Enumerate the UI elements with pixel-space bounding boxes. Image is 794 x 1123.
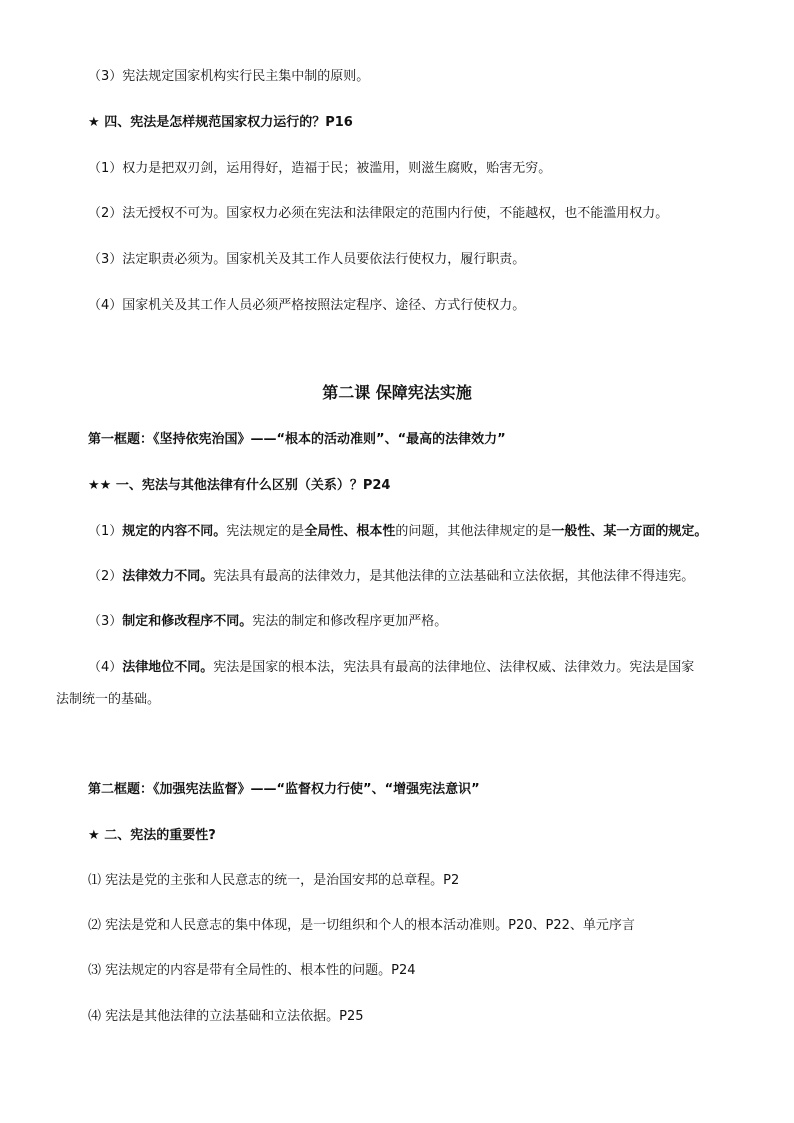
item-text: 的问题，其他法律规定的是 xyxy=(395,524,552,539)
q4-item-1: （1）权力是把双刃剑，运用得好，造福于民；被滥用，则滋生腐败，贻害无穷。 xyxy=(88,161,552,176)
lesson-title: 第二课 保障宪法实施 xyxy=(322,383,472,402)
star-icon: ★ xyxy=(88,115,100,130)
q1-heading xyxy=(88,477,390,495)
q1-heading-text: 一、宪法与其他法律有什么区别（关系）？P24 xyxy=(115,478,391,493)
q2-item-2: ⑵ 宪法是党和人民意志的集中体现，是一切组织和个人的根本活动准则。P20、P22、单元序言 xyxy=(88,918,635,933)
item-text: 宪法具有最高的法律效力，是其他法律的立法基础和立法依据，其他法律不得违宪。 xyxy=(213,569,695,584)
item-emphasis: 一般性、某一方面的规定。 xyxy=(551,524,708,539)
double-star-icon: ★★ xyxy=(88,478,112,493)
q2-heading-text: 二、宪法的重要性? xyxy=(104,828,216,843)
q1-item-4 xyxy=(88,659,694,677)
q1-item-2 xyxy=(88,568,694,586)
item-keypoint: 制定和修改程序不同。 xyxy=(122,614,253,629)
q1-item-4-continued: 法制统一的基础。 xyxy=(56,692,161,707)
q2-item-1: ⑴ 宪法是党的主张和人民意志的统一，是治国安邦的总章程。P2 xyxy=(88,873,460,888)
q4-heading-text: 四、宪法是怎样规范国家权力运行的？P16 xyxy=(104,115,353,130)
item-text: 宪法规定的是 xyxy=(226,524,305,539)
item-keypoint: 法律地位不同。 xyxy=(122,660,214,675)
item-emphasis: 全局性、根本性 xyxy=(304,524,396,539)
q2-item-4: ⑷ 宪法是其他法律的立法基础和立法依据。P25 xyxy=(88,1009,364,1024)
star-icon: ★ xyxy=(88,828,100,843)
q2-heading xyxy=(88,827,216,845)
q1-item-3 xyxy=(88,613,447,631)
q2-item-3: ⑶ 宪法规定的内容是带有全局性的、根本性的问题。P24 xyxy=(88,963,416,978)
item-number: （4） xyxy=(88,660,123,675)
q4-item-4: （4）国家机关及其工作人员必须严格按照法定程序、途径、方式行使权力。 xyxy=(88,298,526,313)
q4-item-2: （2）法无授权不可为。国家权力必须在宪法和法律限定的范围内行使，不能越权，也不能滥用权力。 xyxy=(88,206,669,221)
q1-item-1 xyxy=(88,523,707,541)
item-number: （1） xyxy=(88,524,123,539)
item-text: 宪法的制定和修改程序更加严格。 xyxy=(252,614,448,629)
q4-item-3: （3）法定职责必须为。国家机关及其工作人员要依法行使权力，履行职责。 xyxy=(88,252,526,267)
q4-heading xyxy=(88,114,353,132)
prev-item-3: （3）宪法规定国家机构实行民主集中制的原则。 xyxy=(88,69,370,84)
item-keypoint: 规定的内容不同。 xyxy=(122,524,227,539)
item-number: （2） xyxy=(88,569,123,584)
item-text: 宪法是国家的根本法，宪法具有最高的法律地位、法律权威、法律效力。宪法是国家 xyxy=(213,660,695,675)
item-keypoint: 法律效力不同。 xyxy=(122,569,214,584)
item-number: （3） xyxy=(88,614,123,629)
frame2-heading: 第二框题：《加强宪法监督》——“监督权力行使”、“增强宪法意识” xyxy=(88,782,480,797)
frame1-heading: 第一框题：《坚持依宪治国》——“根本的活动准则”、“最高的法律效力” xyxy=(88,432,506,447)
